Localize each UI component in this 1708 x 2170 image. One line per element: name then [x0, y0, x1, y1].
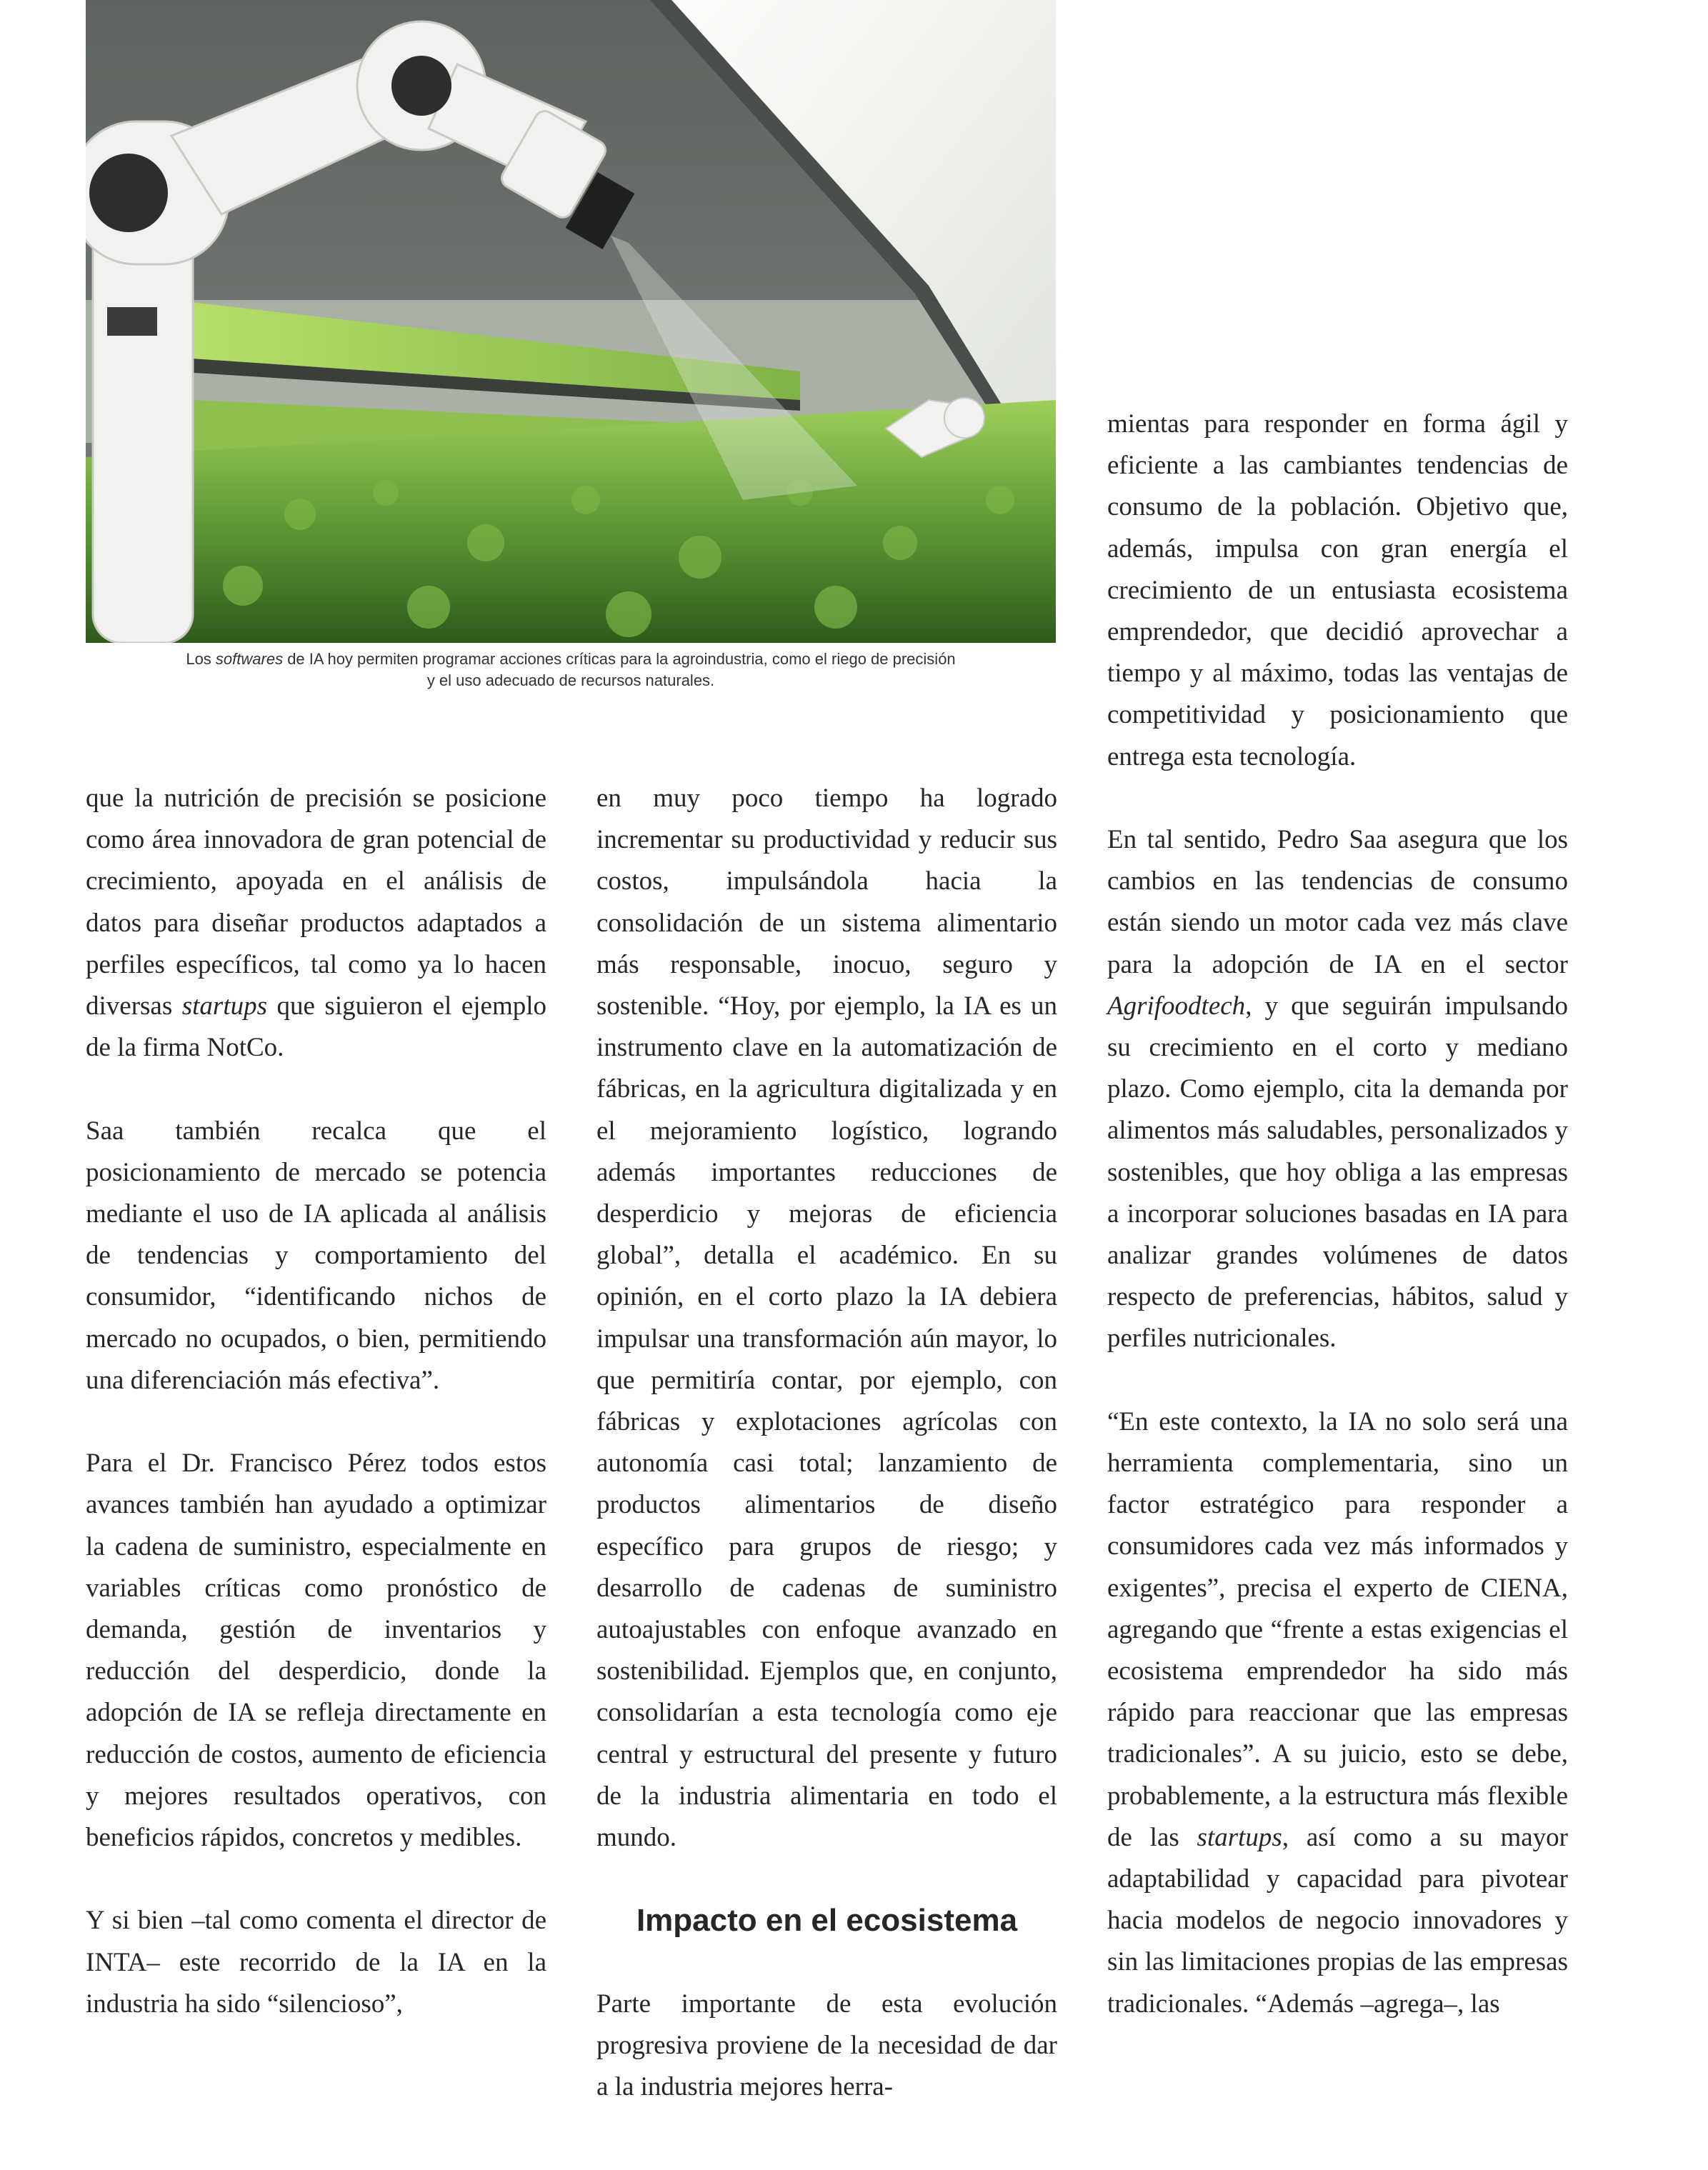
photo-illustration	[86, 0, 1056, 643]
caption-text: de IA hoy permiten programar acciones críticas para la agroindustria, como el riego de precisión	[283, 650, 956, 668]
caption-line-1	[86, 649, 1056, 670]
paragraph: Parte importante de esta evolución progresiva proviene de la necesidad de dar a la industria mejores herra-	[596, 1989, 1057, 2102]
caption-emphasis: softwares	[215, 650, 284, 668]
paragraph: Para el Dr. Francisco Pérez todos estos avances también han ayudado a optimizar la cadena de suministro, especialmente en variables críticas como pronóstico de demanda, gestión de inventarios y reducción del desperdicio, donde la adopción de IA se refleja directamente en reducción de costos, aumento de eficiencia y mejores resultados operativos, con beneficios rápidos, concretos y medibles.	[86, 1449, 546, 1853]
section-heading: Impacto en el ecosistema	[636, 1903, 1018, 1939]
robot-arm-greenhouse-photo	[86, 0, 1056, 643]
paragraph: en muy poco tiempo ha logrado incrementar su productividad y reducir sus costos, impulsándola hacia la consolidación de un sistema alimentario más responsable, inocuo, seguro y sostenible. “Hoy, por ejemplo, la IA es un instrumento clave en la automatización de fábricas, en la agricultura digitalizada y en el mejoramiento logístico, logrando además importantes reducciones de desperdicio y mejoras de eficiencia global”, detalla el académico. En su opinión, en el corto plazo la IA debiera impulsar una transformación aún mayor, lo que permitiría contar, por ejemplo, con fábricas y explotaciones agrícolas con autonomía casi total; lanzamiento de productos alimentarios de diseño específico para grupos de riesgo; y desarrollo de cadenas de suministro autoajustables con enfoque avanzado en sostenibilidad. Ejemplos que, en conjunto, consolidarían a esta tecnología como eje central y estructural del presente y futuro de la industria alimentaria en todo el mundo.	[596, 784, 1057, 1853]
paragraph-emphasis: startups	[1197, 1822, 1282, 1852]
article-column-1	[86, 778, 546, 2025]
article-column-3	[1107, 404, 1568, 2025]
article-column-2	[596, 778, 1057, 2108]
paragraph-text: , y que seguirán impulsando su crecimiento en el corto y mediano plazo. Como ejemplo, cita la demanda por alimentos más saludables, personalizados y sostenibles, que hoy obliga a las empresas a incorporar soluciones basadas en IA para analizar grandes volúmenes de datos respecto de preferencias, hábitos, salud y perfiles nutricionales.	[1107, 991, 1568, 1354]
paragraph: mientas para responder en forma ágil y eficiente a las cambiantes tendencias de consumo de la población. Objetivo que, además, impulsa con gran energía el crecimiento de un entusiasta ecosistema emprendedor, que decidió aprovechar a tiempo y al máximo, todas las ventajas de competitividad y posicionamiento que entrega esta tecnología.	[1107, 409, 1568, 771]
paragraph: Saa también recalca que el posicionamiento de mercado se potencia mediante el uso de IA aplicada al análisis de tendencias y comportamiento del consumidor, “identificando nichos de mercado no ocupados, o bien, permitiendo una diferenciación más efectiva”.	[86, 1116, 546, 1395]
paragraph	[1107, 819, 1568, 1360]
paragraph-text: , así como a su mayor adaptabilidad y capacidad para pivotear hacia modelos de negocio innovadores y sin las limitaciones propias de las empresas tradicionales. “Además –agrega–, las	[1107, 1822, 1568, 2019]
paragraph-emphasis: startups	[181, 991, 268, 1021]
paragraph	[86, 778, 546, 1069]
paragraph-text: que siguieron el ejemplo de la firma NotCo.	[86, 991, 547, 1063]
paragraph-text: En tal sentido, Pedro Saa asegura que los cambios en las tendencias de consumo están siendo un motor cada vez más clave para la adopción de IA en el sector	[1107, 825, 1568, 979]
caption-text: Los	[186, 650, 216, 668]
paragraph: Y si bien –tal como comenta el director de INTA– este recorrido de la IA en la industria ha sido “silencioso”,	[86, 1906, 546, 2019]
paragraph-text: que la nutrición de precisión se posicione como área innovadora de gran potencial de crecimiento, apoyada en el análisis de datos para diseñar productos adaptados a perfiles específicos, tal como ya lo hacen diversas	[86, 784, 546, 1021]
photo-caption	[86, 649, 1056, 691]
caption-line-2: y el uso adecuado de recursos naturales.	[426, 671, 715, 689]
paragraph-text: “En este contexto, la IA no solo será una herramienta complementaria, sino un factor estratégico para responder a consumidores cada vez más informados y exigentes”, precisa el experto de CIENA, agregando que “frente a estas exigencias el ecosistema emprendedor ha sido más rápido para reaccionar que las empresas tradicionales”. A su juicio, esto se debe, probablemente, a la estructura más flexible de las	[1107, 1406, 1568, 1852]
paragraph	[1107, 1401, 1568, 2025]
paragraph-emphasis: Agrifoodtech	[1107, 991, 1246, 1021]
